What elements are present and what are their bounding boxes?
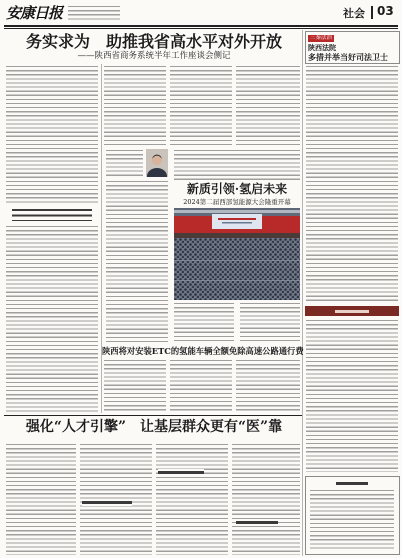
etc-headline: 陕西将对安装ETC的氢能车辆全额免除高速公路通行费 xyxy=(102,346,304,356)
hydrogen-body-text xyxy=(174,150,300,180)
sidebar-body-text xyxy=(306,66,398,302)
etc-body-text xyxy=(104,360,166,412)
health-body-text xyxy=(232,444,300,555)
hydrogen-body-text xyxy=(106,181,168,344)
lead-body-text xyxy=(6,66,98,204)
lead-body-text xyxy=(170,66,232,146)
etc-body-text xyxy=(236,360,300,412)
health-subheading xyxy=(82,499,132,506)
masthead-rule xyxy=(4,25,398,27)
hydrogen-body-text xyxy=(240,303,300,344)
lead-subheadline: ——陕西省商务系统半年工作座谈会侧记 xyxy=(77,51,231,61)
left-subheading xyxy=(12,209,92,221)
page-number: 03 xyxy=(377,4,394,18)
hydrogen-body-text xyxy=(174,303,234,344)
health-subheading xyxy=(236,519,278,526)
sidebar-kicker: 三秦法治 xyxy=(310,35,333,41)
conference-hall-photo xyxy=(174,208,300,300)
etc-body-text xyxy=(170,360,232,412)
health-body-text xyxy=(156,444,228,555)
section-name: 社会 xyxy=(343,7,365,20)
masthead-rule-thin xyxy=(4,28,398,29)
hydrogen-headline: 新质引领·氢启未来 xyxy=(186,182,288,196)
column-banner xyxy=(305,306,399,316)
portrait-photo xyxy=(146,149,168,177)
masthead-logo: 安康日报 xyxy=(6,4,63,22)
hydrogen-subheadline: 2024第二届西部氢能源大会隆重开幕 xyxy=(183,198,291,206)
right-column-rule xyxy=(302,30,303,556)
column-body-text xyxy=(306,320,398,472)
masthead-date-text xyxy=(68,6,120,20)
page-number-divider xyxy=(371,6,373,19)
left-column-rule xyxy=(101,64,102,413)
lead-body-text xyxy=(236,66,300,146)
sidebar-headline-line2: 多措并举当好司法卫士 xyxy=(308,52,388,62)
health-subheading xyxy=(158,469,204,476)
sidebar-headline-line1: 陕西法院 xyxy=(308,43,336,52)
notice-heading xyxy=(336,480,368,487)
left-body-text xyxy=(6,226,98,412)
notice-body-text xyxy=(310,490,394,550)
lead-body-text xyxy=(104,66,166,146)
health-headline: 强化“人才引擎” 让基层群众更有“医”靠 xyxy=(25,419,283,435)
health-body-text xyxy=(6,444,76,555)
section-rule xyxy=(4,415,302,416)
hydrogen-body-text xyxy=(106,150,143,178)
lead-headline: 务实求为 助推我省高水平对外开放 xyxy=(25,32,282,51)
